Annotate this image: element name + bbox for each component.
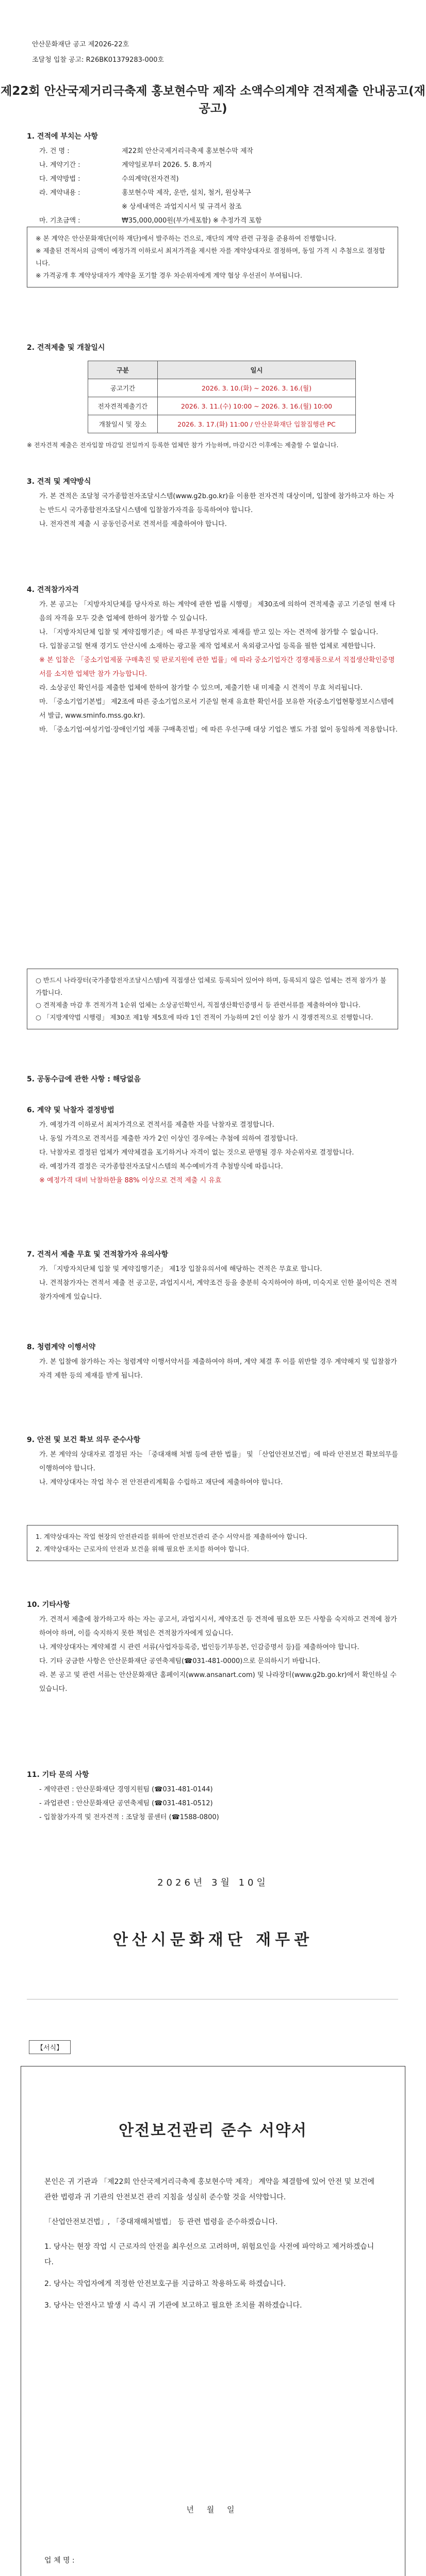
section-4-line: 바. 「중소기업·여성기업·장애인기업 제품 구매촉진법」에 따른 우선구매 대상 기업은 별도 가점 없이 동일하게 적용합니다. [39,726,398,734]
section-1-head: 1. 견적에 부치는 사항 [27,132,98,141]
section-7 [27,1247,398,1304]
section-4-line: 라. 소상공인 확인서를 제출한 업체에 한하여 참가할 수 있으며, 제출기한 내 미제출 시 견적이 무효 처리됩니다. [39,684,363,692]
pledge-form [21,2066,405,2576]
section-3-line: 가. 본 견적은 조달청 국가종합전자조달시스템(www.g2b.go.kr)을 이용한 전자견적 대상이며, 입찰에 참가하고자 하는 자는 반드시 국가종합전자조달시스템에 입찰참가자격을 등록하여야 합니다. [39,493,395,514]
section-8-head: 8. 청렴계약 이행서약 [27,1343,95,1351]
section-3 [27,474,398,531]
section-1 [27,129,398,228]
note-line: 1. 계약상대자는 작업 현장의 안전관리를 위하여 안전보건관리 준수 서약서를 제출하여야 합니다. [36,1533,307,1540]
schedule-cell: 전자견적제출기간 [88,397,158,415]
section-6-head: 6. 계약 및 낙찰자 결정방법 [27,1106,114,1114]
section-2-head: 2. 견적제출 및 개찰일시 [27,344,105,352]
section-1-note-box [27,227,398,287]
section-6-line: 가. 예정가격 이하로서 최저가격으로 견적서를 제출한 자를 낙찰자로 결정합니다. [39,1121,274,1129]
section-6-warning: ※ 예정가격 대비 낙찰하한율 88% 이상으로 견적 제출 시 유효 [39,1177,222,1184]
section-6-line: 다. 낙찰자로 결정된 업체가 계약체결을 포기하거나 자격이 없는 것으로 판명될 경우 차순위자로 결정합니다. [39,1149,354,1157]
section-10-line: 다. 기타 궁금한 사항은 안산문화재단 공연축제팀(☎031-481-0000)으로 문의하시기 바랍니다. [39,1657,320,1665]
section-4-note-box [27,969,398,1029]
bid-number: 조달청 입찰 공고: R26BK01379283-000호 [32,56,164,64]
note-line: ※ 제출된 견적서의 금액이 예정가격 이하로서 최저가격을 제시한 자를 계약상대자로 결정하며, 동일 가격 시 추첨으로 결정합니다. [36,247,385,267]
pledge-paragraph: 1. 당사는 현장 작업 시 근로자의 안전을 최우선으로 고려하며, 위험요인을 사전에 파악하고 제거하겠습니다. [44,2243,374,2266]
row-key: 가. 건 명 : [39,147,70,155]
section-10 [27,1597,398,1696]
row-value: 홍보현수막 제작, 운반, 설치, 철거, 원상복구 [122,189,251,197]
pledge-body [44,2174,382,2319]
section-9-line: 가. 본 계약의 상대자로 결정된 자는 「중대재해 처벌 등에 관한 법률」 및 「산업안전보건법」에 따라 안전보건 확보의무를 이행하여야 합니다. [39,1451,398,1472]
note-line: ※ 본 계약은 안산문화재단(이하 재단)에서 발주하는 건으로, 재단의 계약 관련 규정을 준용하여 진행합니다. [36,234,337,242]
note-line: ○ 견적제출 마감 후 견적가격 1순위 업체는 소상공인확인서, 직접생산확인증명서 등 관련서류를 제출하여야 합니다. [36,1001,361,1009]
schedule-grid [88,361,356,433]
schedule-table [88,361,356,433]
section-9-head: 9. 안전 및 보건 확보 의무 준수사항 [27,1436,141,1444]
section-6-line: 라. 예정가격 결정은 국가종합전자조달시스템의 복수예비가격 추첨방식에 따릅니다. [39,1163,283,1171]
pledge-paragraph: 「산업안전보건법」, 「중대재해처벌법」 등 관련 법령을 준수하겠습니다. [44,2218,278,2226]
section-4-line: 나. 「지방자치단체 입찰 및 계약집행기준」에 따른 부정당업자로 제재를 받고 있는 자는 견적에 참가할 수 없습니다. [39,629,379,636]
row-key: 마. 기초금액 : [39,217,80,225]
schedule-cell: 공고기간 [88,379,158,397]
contact-line: - 입찰참가자격 및 전자견적 : 조달청 콜센터 (☎1588-0800) [39,1814,219,1821]
section-4-line: 가. 본 공고는 「지방자치단체를 당사자로 하는 계약에 관한 법률 시행령」 제30조에 의하여 견적제출 공고 기준일 현재 다음의 자격을 모두 갖춘 업체에 한하여 참가할 수 있습니다. [39,601,396,622]
schedule-cell: 2026. 3. 17.(화) 11:00 / 안산문화재단 입찰집행관 PC [157,415,355,433]
row-value: 수의계약(전자견적) [122,175,179,183]
row-key: 나. 계약기간 : [39,161,80,169]
notice-date: 2026년 3월 10일 [157,1877,269,1888]
section-4-line: 다. 입찰공고일 현재 경기도 안산시에 소재하는 광고물 제작 업체로서 옥외광고사업 등록을 필한 업체로 제한합니다. [39,642,376,650]
section-8 [27,1340,398,1383]
row-base-amount [27,214,398,228]
schedule-cell: 개찰일시 및 장소 [88,415,158,433]
pledge-paragraph: 2. 당사는 작업자에게 적정한 안전보호구를 지급하고 착용하도록 하겠습니다. [44,2280,286,2288]
row-method [27,172,398,186]
section-8-line: 가. 본 입찰에 참가하는 자는 청렴계약 이행서약서를 제출하여야 하며, 계약 체결 후 이를 위반할 경우 계약해지 및 입찰참가자격 제한 등의 제재를 받게 됩니다. [39,1358,397,1380]
schedule-header-datetime: 일시 [157,361,355,379]
section-7-line: 나. 견적참가자는 견적서 제출 전 공고문, 과업지시서, 계약조건 등을 충분히 숙지하여야 하며, 미숙지로 인한 불이익은 견적참가자에게 있습니다. [39,1279,397,1301]
table-row [88,415,356,433]
note-line: ○ 반드시 나라장터(국가종합전자조달시스템)에 직접생산 업체로 등록되어 있어야 하며, 등록되지 않은 업체는 견적 참가가 불가합니다. [36,976,387,996]
table-row [88,397,356,415]
notice-number: 안산문화재단 공고 제2026-22호 [32,41,129,48]
section-9-line: 나. 계약상대자는 작업 착수 전 안전관리계획을 수립하고 재단에 제출하여야 합니다. [39,1479,283,1486]
issuer-name: 안산시문화재단 재무관 [112,1931,314,1949]
note-line: ○ 「지방계약법 시행령」 제30조 제1항 제5호에 따라 1인 견적이 가능하며 2인 이상 참가 시 경쟁견적으로 진행합니다. [36,1013,373,1021]
section-3-line: 나. 전자견적 제출 시 공동인증서로 견적서를 제출하여야 합니다. [39,520,227,528]
section-10-line: 나. 계약상대자는 계약체결 시 관련 서류(사업자등록증, 법인등기부등본, 인감증명서 등)를 제출하여야 합니다. [39,1643,359,1651]
section-4-head: 4. 견적참가자격 [27,586,79,594]
row-title [27,144,398,158]
section-2-note: ※ 전자견적 제출은 전자입찰 마감일 전일까지 등록한 업체만 참가 가능하며, 마감시간 이후에는 제출할 수 없습니다. [27,442,339,449]
pledge-paragraph: 본인은 귀 기관과 「제22회 안산국제거리극축제 홍보현수막 제작」 계약을 체결함에 있어 안전 및 보건에 관한 법령과 귀 기관의 안전보건 관리 지침을 성실히 준수할 것을 서약합니다. [44,2178,375,2201]
section-2 [27,340,398,355]
note-line: ※ 가격공개 후 계약상대자가 계약을 포기할 경우 차순위자에게 계약 협상 우선권이 부여됩니다. [36,272,303,279]
section-9-note-box [27,1525,398,1561]
attachment-label: 【서식】 [29,2040,71,2054]
schedule-header-type: 구분 [88,361,158,379]
section-11-head: 11. 기타 문의 사항 [27,1771,89,1779]
company-name-field: 업 체 명 : [44,2556,75,2565]
schedule-cell: 2026. 3. 11.(수) 10:00 ~ 2026. 3. 16.(월) 10:00 [157,397,355,415]
section-6-line: 나. 동일 가격으로 견적서를 제출한 자가 2인 이상인 경우에는 추첨에 의하여 결정합니다. [39,1135,298,1143]
row-key: 라. 계약내용 : [39,189,80,197]
section-3-head: 3. 견적 및 계약방식 [27,478,91,486]
schedule-cell: 2026. 3. 10.(화) ~ 2026. 3. 16.(월) [157,379,355,397]
table-row [88,379,356,397]
section-5 [27,1072,398,1087]
section-10-head: 10. 기타사항 [27,1601,70,1609]
pledge-title: 안전보건관리 준수 서약서 [119,2122,307,2140]
row-value: ₩35,000,000원(부가세포함) ※ 추정가격 포함 [122,217,262,225]
row-period [27,158,398,172]
row-value: ※ 상세내역은 과업지시서 및 규격서 참조 [122,203,242,211]
section-6 [27,1103,398,1188]
pledge-date: 년 월 일 [186,2505,240,2514]
note-line: 2. 계약상대자는 근로자의 안전과 보건을 위해 필요한 조치를 하여야 합니다. [36,1545,249,1553]
section-4-warning: ※ 본 입찰은 「중소기업제품 구매촉진 및 판로지원에 관한 법률」에 따라 중소기업자간 경쟁제품으로서 직접생산확인증명서를 소지한 업체만 참가 가능합니다. [39,656,395,678]
row-value: 계약일로부터 2026. 5. 8.까지 [122,161,212,169]
representative-field [44,2571,84,2576]
notice-title: 제22회 안산국제거리극축제 홍보현수막 제작 소액수의계약 견적제출 안내공고(재공고) [1,84,425,115]
section-7-line: 가. 「지방자치단체 입찰 및 계약집행기준」 제1장 입찰유의서에 해당하는 견적은 무효로 합니다. [39,1265,322,1273]
contact-line: - 과업관련 : 안산문화재단 공연축제팀 (☎031-481-0512) [39,1800,213,1807]
section-5-head: 5. 공동수급에 관한 사항 : 해당없음 [27,1075,141,1083]
section-10-line: 가. 견적서 제출에 참가하고자 하는 자는 공고서, 과업지시서, 계약조건 등 견적에 필요한 모든 사항을 숙지하고 견적에 참가하여야 하며, 이를 숙지하지 못한 책임은 견적참가자에게 있습니다. [39,1616,397,1637]
row-content [27,186,398,200]
contact-line: - 계약관련 : 안산문화재단 경영지원팀 (☎031-481-0144) [39,1786,213,1793]
row-value: 제22회 안산국제거리극축제 홍보현수막 제작 [122,147,253,155]
row-key [39,200,122,214]
section-4 [27,582,398,737]
section-11 [27,1767,398,1824]
section-7-head: 7. 견적서 제출 무효 및 견적참가자 유의사항 [27,1250,169,1259]
pledge-signature-block [44,2550,84,2576]
pledge-paragraph: 3. 당사는 안전사고 발생 시 즉시 귀 기관에 보고하고 필요한 조치를 취하겠습니다. [44,2301,302,2310]
section-9 [27,1432,398,1489]
row-key: 다. 계약방법 : [39,175,80,183]
section-4-line: 마. 「중소기업기본법」 제2조에 따른 중소기업으로서 기준일 현재 유효한 확인서를 보유한 자(중소기업현황정보시스템에서 발급, www.sminfo.mss.go.kr). [39,698,394,720]
notice-header [32,37,164,68]
row-detail [27,200,398,214]
section-10-line: 라. 본 공고 및 관련 서류는 안산문화재단 홈페이지(www.ansanart.com) 및 나라장터(www.g2b.go.kr)에서 확인하실 수 있습니다. [39,1671,397,1693]
